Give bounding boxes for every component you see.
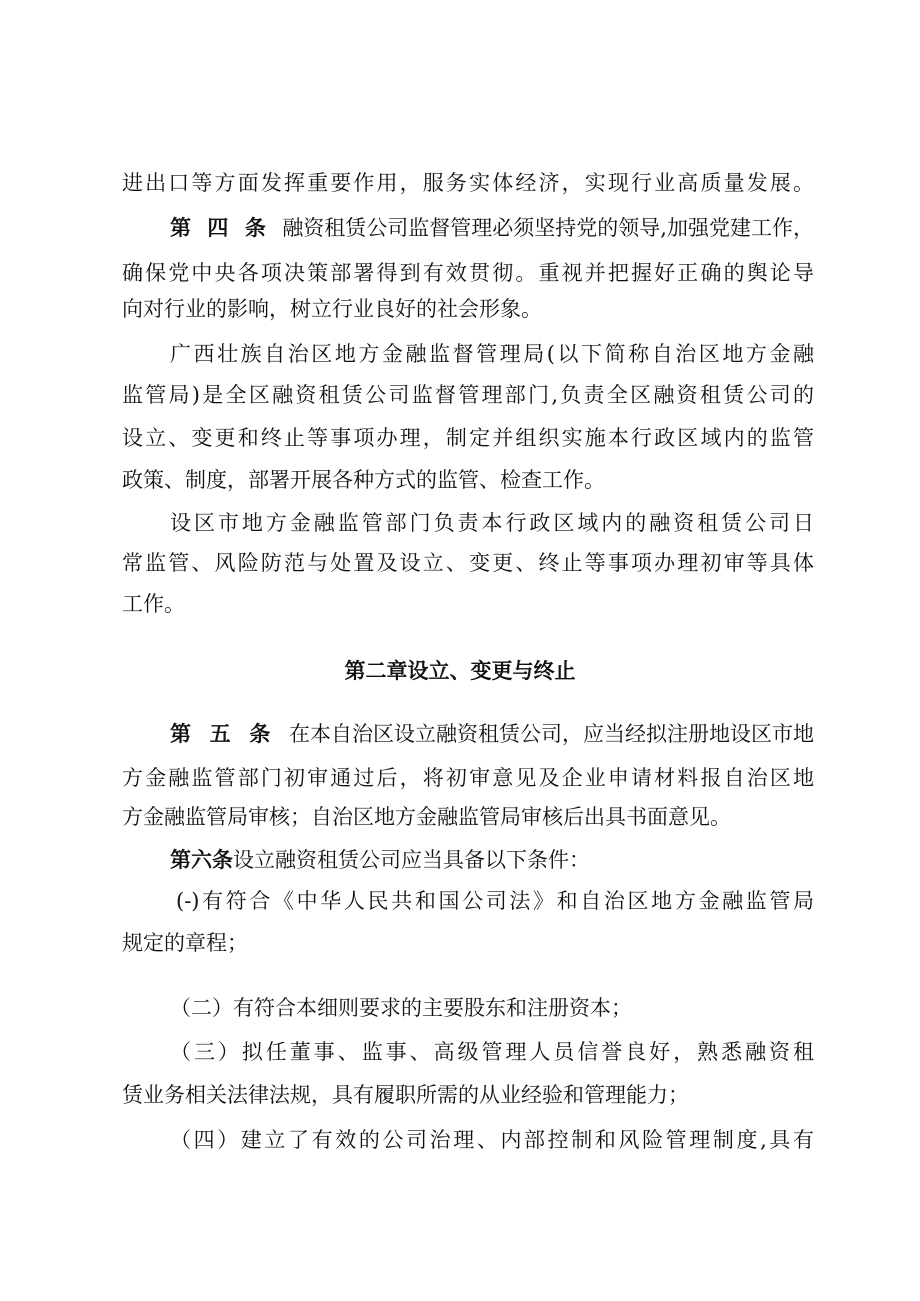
text-line: 监管局)是全区融资租赁公司监督管理部门,负责全区融资租赁公司的	[122, 383, 814, 407]
text-line: 设立、变更和终止等事项办理，制定并组织实施本行政区域内的监管	[122, 426, 814, 450]
text-line: 在本自治区设立融资租赁公司，应当经拟注册地设区市地	[289, 722, 814, 746]
text-line: 广西壮族自治区地方金融监督管理局(以下简称自治区地方金融	[170, 342, 814, 366]
text-line: （三）拟任董事、监事、高级管理人员信誉良好，熟悉融资租	[170, 1040, 814, 1064]
item-4-line	[0, 1125, 920, 1155]
text-line: 确保党中央各项决策部署得到有效贯彻。重视并把握好正确的舆论导	[122, 261, 814, 285]
text-line: （四）建立了有效的公司治理、内部控制和风险管理制度,具有	[170, 1128, 814, 1152]
paragraph-gx-line-3	[0, 423, 920, 453]
paragraph-gx-line-1	[0, 339, 920, 369]
paragraph-city-line-3	[0, 589, 920, 619]
text-line: （二）有符合本细则要求的主要股东和注册资本；	[170, 996, 632, 1020]
text-line: 常监管、风险防范与处置及设立、变更、终止等事项办理初审等具体	[122, 551, 814, 575]
article-4-line-3	[0, 294, 920, 324]
paragraph-gx-line-4	[0, 465, 920, 495]
article-5-title: 第五条	[170, 721, 289, 746]
item-3-line-1	[0, 1037, 920, 1067]
text-line: 工作。	[122, 592, 185, 616]
article-5-line-1	[0, 719, 920, 749]
paragraph-city-line-1	[0, 508, 920, 538]
article-5-line-3	[0, 802, 920, 832]
paragraph-gx-line-2	[0, 380, 920, 410]
text-line: 政策、制度，部署开展各种方式的监管、检查工作。	[122, 468, 605, 492]
article-6-title: 第六条	[170, 847, 233, 872]
article-5-line-2	[0, 763, 920, 793]
article-4-line-1	[0, 213, 920, 243]
text-line: 规定的章程；	[122, 931, 248, 955]
article-4-title: 第四条	[170, 215, 283, 240]
item-1-line-1	[0, 886, 920, 916]
article-6-line-1	[0, 845, 920, 875]
text-line: 融资租赁公司监督管理必须坚持党的领导,加强党建工作，	[282, 216, 814, 240]
text-line: 方金融监管局审核；自治区地方金融监管局审核后出具书面意见。	[122, 805, 731, 829]
text-line: 方金融监管部门初审通过后，将初审意见及企业申请材料报自治区地	[122, 766, 814, 790]
item-2-line	[0, 993, 920, 1023]
article-4-line-2	[0, 258, 920, 288]
text-line: 设立融资租赁公司应当具备以下条件：	[233, 848, 590, 872]
paragraph-intro-tail	[0, 168, 920, 198]
text-line: 赁业务相关法律法规，具有履职所需的从业经验和管理能力；	[122, 1083, 689, 1107]
paragraph-city-line-2	[0, 548, 920, 578]
text-line: 向对行业的影响，树立行业良好的社会形象。	[122, 297, 542, 321]
chapter-2-heading: 第二章设立、变更与终止	[344, 658, 576, 683]
text-line: 进出口等方面发挥重要作用，服务实体经济，实现行业高质量发展。	[122, 171, 814, 195]
text-line: (-)有符合《中华人民共和国公司法》和自治区地方金融监管局	[176, 889, 814, 913]
item-1-line-2	[0, 928, 920, 958]
text-line: 设区市地方金融监管部门负责本行政区域内的融资租赁公司日	[170, 511, 814, 535]
item-3-line-2	[0, 1080, 920, 1110]
